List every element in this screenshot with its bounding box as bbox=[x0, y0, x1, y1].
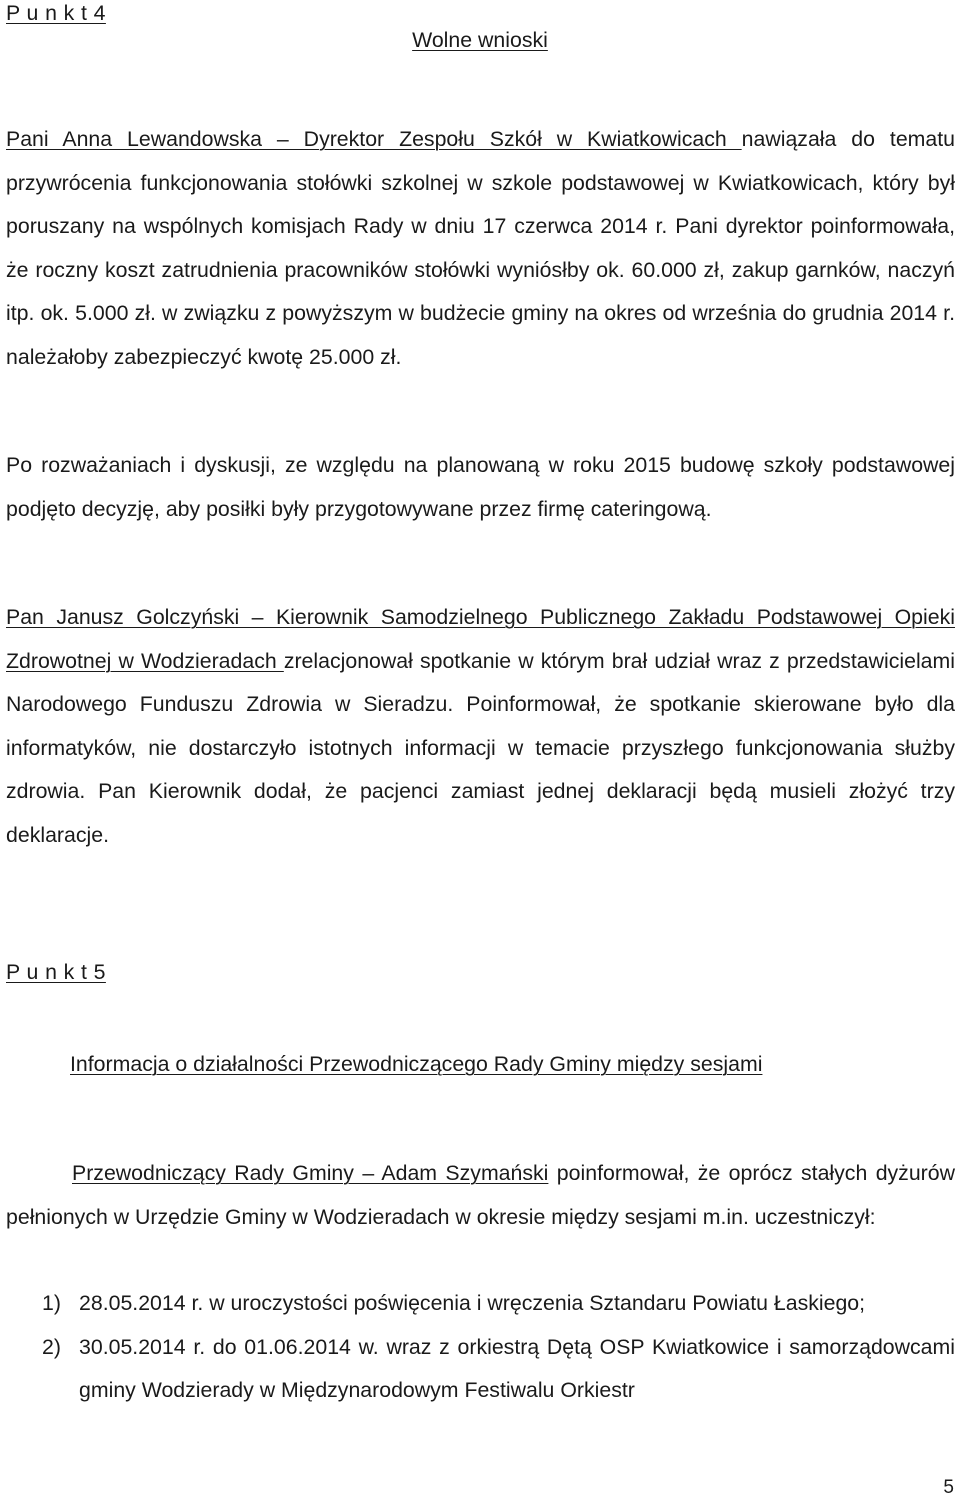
punkt-5-title-text: Informacja o działalności Przewodniczącego Rady Gminy między sesjami bbox=[70, 1052, 763, 1076]
paragraph-text: poinformował, że oprócz stałych dyżurów pełnionych w Urzędzie Gminy w Wodzieradach w okresie między sesjami m.in. uczestniczył: bbox=[6, 1161, 955, 1229]
activities-list bbox=[6, 1282, 955, 1413]
speaker-golczynski: Pan Janusz Golczyński – Kierownik Samodzielnego Publicznego Zakładu Podstawowej Opieki Zdrowotnej w Wodzieradach bbox=[6, 605, 955, 673]
list-item bbox=[6, 1282, 955, 1326]
punkt-4-title-text: Wolne wnioski bbox=[412, 28, 548, 52]
punkt-4-paragraph-2: Po rozważaniach i dyskusji, ze względu na planowaną w roku 2015 budowę szkoły podstawowej podjęto decyzję, aby posiłki były przygotowywane przez firmę cateringową. bbox=[6, 453, 955, 521]
paragraph-text: nawiązała do tematu przywrócenia funkcjonowania stołówki szkolnej w szkole podstawowej w Kwiatkowicach, który był poruszany na wspólnych komisjach Rady w dniu 17 czerwca 2014 r. Pani dyrektor poinformowała, że roczny koszt zatrudnienia pracowników stołówki wyniósłby ok. 60.000 zł, zakup garnków, naczyń itp. ok. 5.000 zł. w związku z powyższym w budżecie gminy na okres od września do grudnia 2014 r. należałoby zabezpieczyć kwotę 25.000 zł. bbox=[6, 127, 956, 369]
punkt-5-title bbox=[70, 1050, 762, 1078]
punkt-5-paragraph-1 bbox=[6, 1152, 955, 1239]
speaker-szymanski: Przewodniczący Rady Gminy – Adam Szymański bbox=[72, 1161, 549, 1185]
list-item-text: 28.05.2014 r. w uroczystości poświęcenia i wręczenia Sztandaru Powiatu Łaskiego; bbox=[79, 1291, 866, 1315]
list-item-number: 2) bbox=[42, 1334, 61, 1359]
punkt-4-paragraph-3 bbox=[6, 596, 955, 857]
punkt-5-heading: P u n k t 5 bbox=[6, 960, 106, 984]
page-number: 5 bbox=[943, 1477, 954, 1498]
punkt-4-title bbox=[0, 26, 960, 54]
paragraph-text: zrelacjonował spotkanie w którym brał udział wraz z przedstawicielami Narodowego Funduszu Zdrowia w Sieradzu. Poinformował, że spotkanie skierowane było dla informatyków, nie dostarczyło istotnych informacji w temacie przyszłego funkcjonowania służby zdrowia. Pan Kierownik dodał, że pacjenci zamiast jednej deklaracji będą musieli złożyć trzy deklaracje. bbox=[6, 648, 955, 847]
speaker-lewandowska: Pani Anna Lewandowska – Dyrektor Zespołu Szkół w Kwiatkowicach bbox=[6, 127, 742, 151]
list-item bbox=[6, 1326, 955, 1413]
list-item-number: 1) bbox=[42, 1291, 61, 1315]
punkt-4-heading: P u n k t 4 bbox=[6, 1, 106, 25]
punkt-4-paragraph-1 bbox=[6, 118, 955, 379]
list-item-text: 30.05.2014 r. do 01.06.2014 w. wraz z orkiestrą Dętą OSP Kwiatkowice i samorządowcami gminy Wodzierady w Międzynarodowym Festiwalu Orkiestr bbox=[79, 1334, 955, 1402]
